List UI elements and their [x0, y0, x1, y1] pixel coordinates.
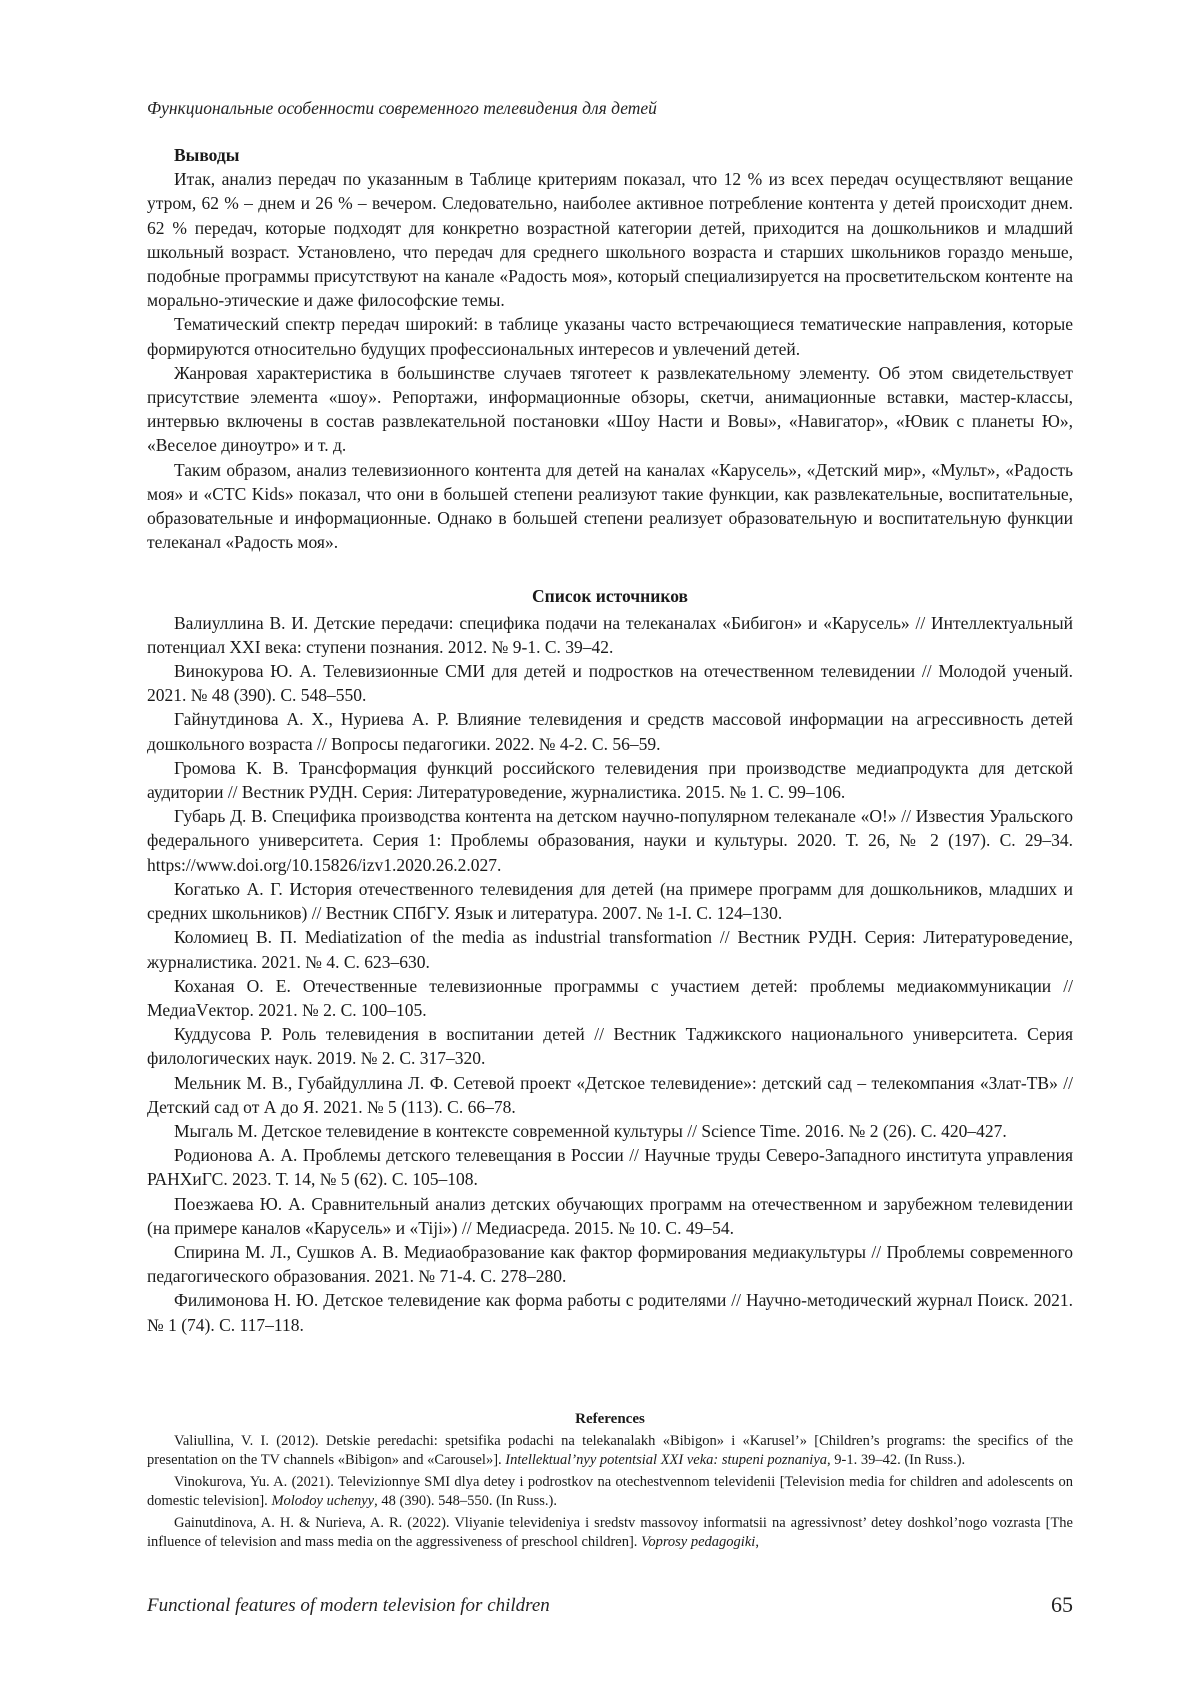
source-item: Мельник М. В., Губайдуллина Л. Ф. Сетевой проект «Детское телевидение»: детский сад – телекомпания «Злат-ТВ» // Детский сад от А до Я. 2021. № 5 (113). С. 66–78.: [147, 1072, 1073, 1117]
source-item: Винокурова Ю. А. Телевизионные СМИ для детей и подростков на отечественном телевидении // Молодой ученый. 2021. № 48 (390). С. 548–550.: [147, 661, 1073, 706]
reference-journal: Intellektual’nyy potentsial XXI veka: stupeni poznaniya: [505, 1452, 827, 1468]
page-number: 65: [1051, 1592, 1073, 1617]
source-item: Губарь Д. В. Специфика производства контента на детском научно-популярном телеканале «О!» // Известия Уральского федерального университета. Серия 1: Проблемы образования, науки и культуры. 2020. Т. 26, № 2 (197). С. 29–34. https://www.doi.org/10.15826/izv1.2020.26.2.027.: [147, 806, 1073, 875]
references-section: [147, 1410, 1073, 1555]
source-item: Филимонова Н. Ю. Детское телевидение как форма работы с родителями // Научно-методический журнал Поиск. 2021. № 1 (74). С. 117–118.: [147, 1290, 1073, 1335]
reference-item: [147, 1514, 1073, 1553]
conclusions-paragraph: Таким образом, анализ телевизионного контента для детей на каналах «Карусель», «Детский мир», «Мульт», «Радость моя» и «СТС Kids» показал, что они в большей степени реализуют такие функции, как развлекательные, воспитательные, образовательные и информационные. Однако в большей степени реализует образовательную и воспитательную функции телеканал «Радость моя».: [147, 459, 1073, 553]
source-item: Валиуллина В. И. Детские передачи: специфика подачи на телеканалах «Бибигон» и «Карусель» // Интеллектуальный потенциал XXI века: ступени познания. 2012. № 9-1. С. 39–42.: [147, 612, 1073, 657]
reference-journal: Molodoy uchenyy: [271, 1493, 375, 1509]
reference-text: Vinokurova, Yu. A. (2021). Televizionnye SMI dlya detey i podrostkov na otechestvennom televidenii [Television media for children and adolescents on domestic television].: [147, 1473, 1073, 1509]
source-item: Поезжаева Ю. А. Сравнительный анализ детских обучающих программ на отечественном и зарубежном телевидении (на примере каналов «Карусель» и «Tiji») // Медиасреда. 2015. № 10. С. 49–54.: [147, 1193, 1073, 1238]
references-heading: References: [575, 1411, 645, 1427]
reference-text: , 48 (390). 548–550. (In Russ.).: [374, 1493, 557, 1509]
source-item: Мыгаль М. Детское телевидение в контексте современной культуры // Science Time. 2016. № 2 (26). С. 420–427.: [174, 1120, 1007, 1141]
source-item: Когатько А. Г. История отечественного телевидения для детей (на примере программ для дошкольников, младших и средних школьников) // Вестник СПбГУ. Язык и литература. 2007. № 1-I. С. 124–130.: [147, 878, 1073, 924]
sources-heading: Список источников: [532, 586, 688, 607]
conclusions-heading: Выводы: [174, 145, 240, 165]
source-item: Громова К. В. Трансформация функций российского телевидения при производстве медиапродукта для детской аудитории // Вестник РУДН. Серия: Литературоведение, журналистика. 2015. № 1. С. 99–106.: [147, 757, 1073, 803]
source-item: Куддусова Р. Роль телевидения в воспитании детей // Вестник Таджикского национального университета. Серия филологических наук. 2019. № 2. С. 317–320.: [147, 1024, 1073, 1069]
source-item: Гайнутдинова А. Х., Нуриева А. Р. Влияние телевидения и средств массовой информации на агрессивность детей дошкольного возраста // Вопросы педагогики. 2022. № 4-2. С. 56–59.: [147, 709, 1073, 754]
reference-item: [147, 1473, 1073, 1512]
source-item: Родионова А. А. Проблемы детского телевещания в России // Научные труды Северо-Западного института управления РАНХиГС. 2023. Т. 14, № 5 (62). С. 105–108.: [147, 1145, 1073, 1190]
source-item: Спирина М. Л., Сушков А. В. Медиаобразование как фактор формирования медиакультуры // Проблемы современного педагогического образования. 2021. № 71-4. С. 278–280.: [147, 1241, 1073, 1287]
reference-journal: Voprosy pedagogiki: [641, 1534, 756, 1550]
main-text: [147, 143, 1073, 1337]
conclusions-paragraph: Тематический спектр передач широкий: в таблице указаны часто встречающиеся тематические направления, которые формируются относительно будущих профессиональных интересов и увлечений детей.: [147, 314, 1073, 359]
reference-text: , 9-1. 39–42. (In Russ.).: [827, 1452, 966, 1468]
reference-item: [147, 1432, 1073, 1471]
reference-text: Valiullina, V. I. (2012). Detskie peredachi: spetsifika podachi na telekanalakh «Bibigon» i «Karusel’» [Children’s programs: the specifics of the presentation on the TV channels «Bibigon» and «Carousel»].: [147, 1432, 1073, 1468]
conclusions-paragraph: Жанровая характеристика в большинстве случаев тяготеет к развлекательному элементу. Об этом свидетельствует присутствие элемента «шоу». Репортажи, информационные обзоры, скетчи, анимационные вставки, мастер-классы, интервью включены в состав развлекательной постановки «Шоу Насти и Вовы», «Навигатор», «Ювик с планеты Ю», «Веселое диноутро» и т. д.: [147, 362, 1073, 456]
reference-text: ,: [755, 1534, 759, 1550]
source-item: Коханая О. Е. Отечественные телевизионные программы с участием детей: проблемы медиакоммуникации // МедиаVектор. 2021. № 2. С. 100–105.: [147, 975, 1073, 1020]
running-head: Функциональные особенности современного телевидения для детей: [147, 98, 657, 118]
reference-text: Gainutdinova, A. H. & Nurieva, A. R. (2022). Vliyanie televideniya i sredstv massovoy informatsii na agressivnost’ detey doshkol’nogo vozrasta [The influence of television and mass media on the aggressiveness of preschool children].: [147, 1514, 1073, 1550]
conclusions-paragraph: Итак, анализ передач по указанным в Таблице критериям показал, что 12 % из всех передач осуществляют вещание утром, 62 % – днем и 26 % – вечером. Следовательно, наиболее активное потребление контента у детей происходит днем. 62 % передач, которые подходят для конкретно возрастной категории детей, приходится на дошкольников и младший школьный возраст. Установлено, что передач для среднего школьного возраста и старших школьников гораздо меньше, подобные программы присутствуют на канале «Радость моя», который специализируется на просветительском контенте на морально-этические и даже философские темы.: [147, 169, 1073, 311]
footer-title: Functional features of modern television for children: [147, 1595, 550, 1616]
source-item: Коломиец В. П. Mediatization of the media as industrial transformation // Вестник РУДН. Серия: Литературоведение, журналистика. 2021. № 4. С. 623–630.: [147, 927, 1073, 972]
